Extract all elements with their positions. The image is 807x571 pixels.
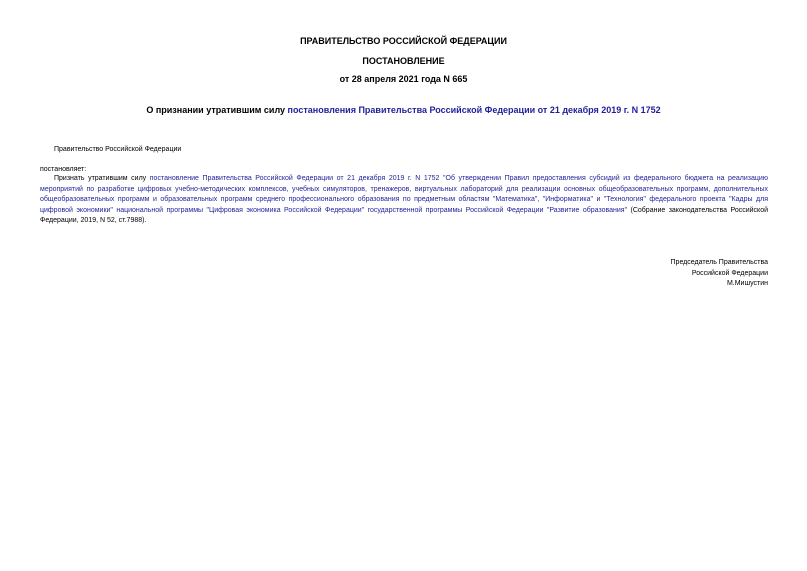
paragraph-prefix: Признать утратившим силу — [54, 175, 150, 182]
document-type-heading: ПОСТАНОВЛЕНИЕ — [362, 56, 445, 66]
date-number-heading: от 28 апреля 2021 года N 665 — [339, 74, 468, 84]
body-paragraph — [40, 174, 768, 227]
government-label: Правительство Российской Федерации — [54, 146, 182, 153]
signatory-title-line2: Российской Федерации — [691, 269, 768, 277]
issuer-heading: ПРАВИТЕЛЬСТВО РОССИЙСКОЙ ФЕДЕРАЦИИ — [300, 36, 507, 46]
signatory-name: М.Мишустин — [726, 280, 768, 287]
title-prefix: О признании утратившим силу — [146, 105, 288, 115]
paragraph-suffix: (Собрание законодательства Российской Федерации, 2019, N 52, ст.7988). — [40, 206, 768, 224]
repealed-decree-link[interactable]: постановление Правительства Российской Федерации от 21 декабря 2019 г. N 1752 "Об утверждении Правил предоставления субсидий из федерального бюджета на реализацию мероприятий по разработке цифровых учебно-методических комплексов, учебных симуляторов, тренажеров, виртуальных лабораторий для реализации основных общеобразовательных программ, дополнительных общеобразовательных программ и образовательных программ среднего профессионального образования по предметным областям "Математика", "Информатика" и "Технология" федерального проекта "Кадры для цифровой экономики" национальной программы "Цифровая экономика Российской Федерации" государственной программы Российской Федерации "Развитие образования" — [40, 175, 769, 214]
document-title — [0, 105, 807, 116]
title-link[interactable]: постановления Правительства Российской Федерации от 21 декабря 2019 г. N 1752 — [287, 105, 661, 115]
signatory-title-line1: Председатель Правительства — [670, 259, 768, 266]
decrees-label: постановляет: — [40, 166, 87, 173]
signature-block — [671, 258, 768, 290]
